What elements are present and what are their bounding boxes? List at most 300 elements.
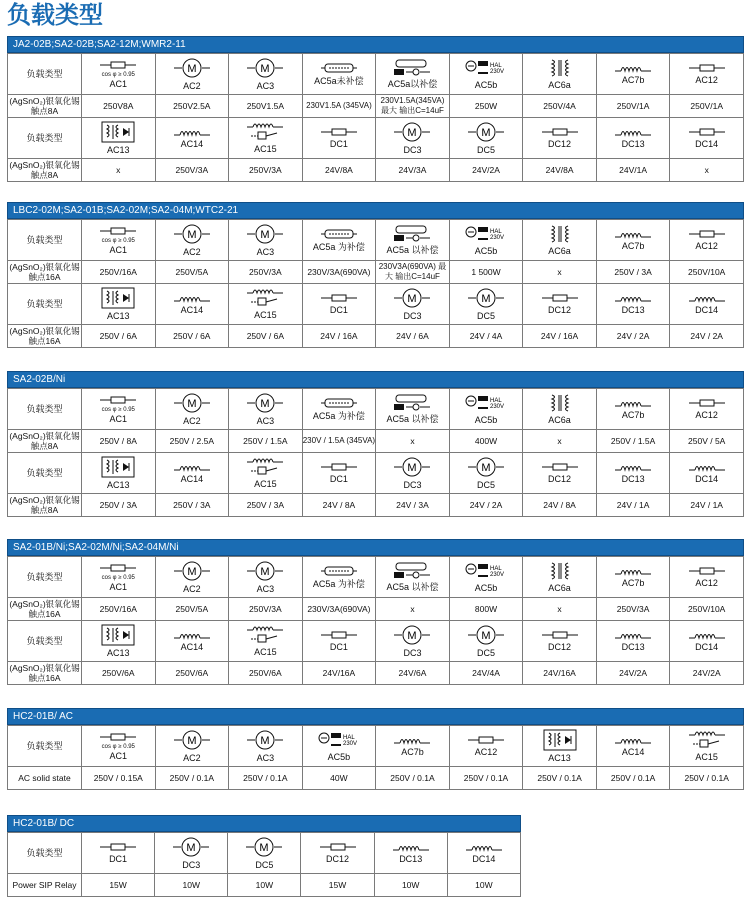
rating-cell: 400W bbox=[449, 430, 523, 453]
motor-icon bbox=[156, 392, 229, 416]
load-type-label: DC5 bbox=[255, 860, 274, 870]
section-header: HC2-01B/ DC bbox=[7, 815, 521, 832]
row-label: 负载类型 bbox=[8, 284, 82, 325]
load-type-cell bbox=[82, 389, 156, 430]
row-label: (AgSnO₂)银氧化锡触点16A bbox=[9, 663, 80, 683]
motor-icon bbox=[376, 121, 449, 145]
motor-icon bbox=[376, 287, 449, 311]
rating-cell: x bbox=[376, 598, 450, 621]
rating-cell: 250V/5A bbox=[155, 598, 229, 621]
rating-cell: 24V / 2A bbox=[449, 494, 523, 517]
load-type-label: DC12 bbox=[548, 139, 572, 149]
motor-icon bbox=[376, 624, 449, 648]
resistive-icon bbox=[301, 842, 373, 854]
svg-text:230V: 230V bbox=[490, 69, 505, 75]
row-label: 负载类型 bbox=[8, 557, 82, 598]
row-label: 负载类型 bbox=[8, 726, 82, 767]
row-label: 负载类型 bbox=[8, 453, 82, 494]
load-type-cell bbox=[376, 220, 450, 261]
load-type-cell bbox=[229, 453, 303, 494]
resistive-icon bbox=[523, 293, 596, 305]
coil-icon bbox=[597, 462, 670, 474]
svg-text:M: M bbox=[481, 630, 491, 642]
load-type-cell bbox=[596, 220, 670, 261]
load-type-label: AC2 bbox=[183, 81, 201, 91]
rating-cell: 250V / 0.1A bbox=[596, 767, 670, 790]
svg-text:M: M bbox=[407, 127, 418, 139]
resistive-icon bbox=[303, 127, 376, 139]
load-type-label: AC13 bbox=[107, 480, 130, 490]
rating-cell: 230V/3A(690VA) bbox=[302, 261, 376, 284]
rating-row bbox=[8, 261, 744, 284]
coil-icon bbox=[670, 462, 743, 474]
load-type-cell bbox=[302, 621, 376, 662]
lamp-tube-icon bbox=[303, 62, 376, 76]
load-type-label: AC15 bbox=[254, 310, 277, 320]
rating-cell: 24V / 1A bbox=[670, 494, 744, 517]
coil-icon bbox=[597, 127, 670, 139]
rating-cell: 250V/3A bbox=[229, 261, 303, 284]
coil-icon bbox=[375, 842, 447, 854]
load-type-label: DC5 bbox=[477, 145, 496, 155]
load-type-label: DC3 bbox=[403, 648, 422, 658]
load-type-cell bbox=[376, 621, 450, 662]
row-label: AC solid state bbox=[8, 767, 82, 790]
load-type-label: DC12 bbox=[548, 305, 572, 315]
coil-icon bbox=[597, 293, 670, 305]
rating-cell: 250V2.5A bbox=[155, 95, 229, 118]
svg-text:HAL: HAL bbox=[490, 398, 502, 404]
load-type-label: DC12 bbox=[548, 642, 572, 652]
rating-cell: 250V/3A bbox=[155, 159, 229, 182]
lamp-tube-icon bbox=[303, 397, 376, 411]
load-type-label: DC14 bbox=[695, 139, 719, 149]
halogen-icon bbox=[303, 730, 376, 752]
load-type-cell bbox=[670, 726, 744, 767]
motor-icon bbox=[229, 392, 302, 416]
rating-cell: x bbox=[523, 261, 597, 284]
load-type-cell bbox=[523, 621, 597, 662]
load-type-label: AC1 bbox=[109, 581, 128, 592]
load-type-cell bbox=[82, 557, 156, 598]
section-hc2-ac bbox=[7, 708, 744, 790]
coil-icon bbox=[156, 630, 229, 642]
load-type-cell bbox=[229, 726, 303, 767]
section-header: HC2-01B/ AC bbox=[7, 708, 744, 725]
load-type-cell bbox=[155, 220, 229, 261]
coil-icon bbox=[597, 229, 670, 241]
load-type-label: DC1 bbox=[329, 474, 348, 484]
load-type-label: AC3 bbox=[256, 81, 275, 91]
load-type-label: AC5a 以补偿 bbox=[386, 582, 439, 592]
load-type-label: AC7b bbox=[621, 241, 645, 251]
lamp-comp-icon bbox=[376, 394, 449, 414]
svg-text:M: M bbox=[481, 293, 491, 305]
motor-icon bbox=[156, 57, 229, 81]
rating-cell: 24V / 4A bbox=[449, 325, 523, 348]
load-type-label: DC12 bbox=[548, 474, 572, 484]
rating-cell: 250V / 3A bbox=[155, 494, 229, 517]
row-label: (AgSnO₂)银氧化锡触点8A bbox=[9, 96, 80, 116]
motor-icon bbox=[156, 729, 229, 753]
svg-text:HAL: HAL bbox=[490, 229, 502, 235]
rating-cell: 230V1.5A (345VA) bbox=[302, 95, 376, 118]
load-type-label: AC14 bbox=[180, 642, 204, 652]
rating-cell: 800W bbox=[449, 598, 523, 621]
cos-phi-note: cos φ ≥ 0.95 bbox=[101, 237, 135, 244]
section-header: SA2-02B/Ni bbox=[7, 371, 744, 388]
load-type-label: AC6a bbox=[548, 583, 571, 593]
load-table bbox=[7, 832, 521, 897]
load-type-cell bbox=[596, 118, 670, 159]
rating-cell: 250V / 5A bbox=[670, 430, 744, 453]
load-type-label: AC5a 以补偿 bbox=[386, 245, 439, 255]
coil-icon bbox=[670, 630, 743, 642]
load-type-label: AC13 bbox=[107, 311, 130, 321]
row-label: 负载类型 bbox=[8, 118, 82, 159]
svg-text:HAL: HAL bbox=[490, 63, 502, 69]
svg-text:HAL: HAL bbox=[342, 735, 355, 741]
resistive-icon bbox=[450, 735, 523, 747]
load-type-cell bbox=[523, 220, 597, 261]
load-type-label: DC13 bbox=[621, 139, 645, 149]
load-type-cell bbox=[449, 389, 523, 430]
load-type-cell bbox=[82, 726, 156, 767]
rating-cell: 24V/8A bbox=[302, 159, 376, 182]
load-type-cell bbox=[82, 621, 156, 662]
load-type-cell bbox=[229, 389, 303, 430]
load-type-row bbox=[8, 220, 744, 261]
load-type-cell bbox=[155, 118, 229, 159]
svg-text:M: M bbox=[407, 462, 418, 474]
load-type-cell bbox=[82, 833, 155, 874]
rating-cell: 250V / 0.1A bbox=[670, 767, 744, 790]
load-type-cell bbox=[449, 726, 523, 767]
load-type-label: AC1 bbox=[109, 413, 128, 424]
svg-text:230V: 230V bbox=[490, 572, 505, 578]
load-type-cell bbox=[523, 118, 597, 159]
rating-cell: 230V/3A(690VA) bbox=[302, 598, 376, 621]
load-type-cell bbox=[302, 557, 376, 598]
load-type-cell bbox=[155, 284, 229, 325]
load-type-label: AC12 bbox=[695, 410, 718, 420]
resistive-icon bbox=[670, 63, 743, 75]
svg-text:M: M bbox=[260, 566, 270, 578]
rating-cell: 24V / 1A bbox=[596, 494, 670, 517]
motor-icon bbox=[229, 223, 302, 247]
load-type-label: AC3 bbox=[256, 584, 275, 594]
rating-cell: 250V / 3A bbox=[596, 261, 670, 284]
load-type-cell bbox=[670, 284, 744, 325]
load-type-cell bbox=[302, 54, 376, 95]
load-type-cell bbox=[596, 621, 670, 662]
motor-icon bbox=[156, 223, 229, 247]
row-label: (AgSnO₂)银氧化锡触点8A bbox=[9, 495, 80, 515]
halogen-icon bbox=[450, 561, 523, 583]
load-type-cell bbox=[376, 389, 450, 430]
rating-cell: 250V / 0.1A bbox=[155, 767, 229, 790]
svg-text:M: M bbox=[481, 462, 491, 474]
load-type-label: DC5 bbox=[477, 480, 496, 490]
lamp-comp-icon bbox=[376, 225, 449, 245]
load-type-cell bbox=[670, 389, 744, 430]
load-type-label: DC3 bbox=[403, 311, 422, 321]
load-type-label: AC1 bbox=[109, 78, 128, 89]
motor-icon bbox=[229, 57, 302, 81]
load-type-row bbox=[8, 833, 521, 874]
load-type-cell bbox=[302, 220, 376, 261]
rating-cell: 250V/6A bbox=[155, 662, 229, 685]
row-label: (AgSnO₂)银氧化锡触点16A bbox=[9, 262, 80, 282]
load-type-label: AC3 bbox=[256, 753, 275, 763]
load-type-label: AC12 bbox=[695, 578, 718, 588]
motor-icon bbox=[376, 456, 449, 480]
coil-icon bbox=[597, 566, 670, 578]
rating-cell: 230V3A(690VA) 最大 输出C=14uF bbox=[376, 261, 450, 284]
row-label: 负载类型 bbox=[8, 389, 82, 430]
load-type-label: AC3 bbox=[256, 416, 275, 426]
rating-cell: 24V / 8A bbox=[523, 494, 597, 517]
load-type-label: DC3 bbox=[403, 145, 422, 155]
resistive-icon bbox=[82, 842, 154, 854]
load-type-cell bbox=[596, 284, 670, 325]
load-type-label: AC5b bbox=[327, 752, 351, 762]
rating-cell: x bbox=[523, 430, 597, 453]
load-type-cell bbox=[82, 118, 156, 159]
rating-cell: 250V / 1.5A bbox=[229, 430, 303, 453]
svg-text:230V: 230V bbox=[342, 741, 357, 747]
rating-cell: 15W bbox=[301, 874, 374, 897]
rating-cell: 24V / 2A bbox=[596, 325, 670, 348]
row-label: (AgSnO₂)银氧化锡触点16A bbox=[9, 599, 80, 619]
load-type-cell bbox=[376, 557, 450, 598]
svg-text:M: M bbox=[481, 127, 491, 139]
resistive-icon bbox=[523, 630, 596, 642]
motor-icon bbox=[156, 560, 229, 584]
cos-phi-note: cos φ ≥ 0.95 bbox=[101, 574, 135, 581]
row-label: 负载类型 bbox=[8, 833, 82, 874]
load-type-cell bbox=[523, 726, 597, 767]
rating-cell: 40W bbox=[302, 767, 376, 790]
rating-cell: 250V / 6A bbox=[229, 325, 303, 348]
rating-cell: 10W bbox=[155, 874, 228, 897]
load-table bbox=[7, 725, 744, 790]
svg-text:M: M bbox=[259, 842, 269, 854]
load-type-label: AC15 bbox=[695, 752, 718, 762]
load-type-cell bbox=[376, 54, 450, 95]
resistive-icon bbox=[670, 229, 743, 241]
load-table bbox=[7, 53, 744, 182]
load-type-label: AC14 bbox=[180, 305, 204, 315]
load-type-cell bbox=[229, 621, 303, 662]
load-type-cell bbox=[155, 621, 229, 662]
rating-cell: 24V/3A bbox=[376, 159, 450, 182]
load-type-cell bbox=[523, 557, 597, 598]
svg-text:M: M bbox=[187, 735, 197, 747]
coil-icon bbox=[597, 735, 670, 747]
rating-row bbox=[8, 598, 744, 621]
row-label: (AgSnO₂)银氧化锡触点8A bbox=[9, 431, 80, 451]
row-label: 负载类型 bbox=[8, 54, 82, 95]
resistive-icon bbox=[82, 395, 155, 407]
load-type-label: AC13 bbox=[548, 753, 571, 763]
load-type-label: AC15 bbox=[254, 144, 277, 154]
rating-cell: 250V8A bbox=[82, 95, 156, 118]
load-type-cell bbox=[596, 726, 670, 767]
load-type-cell bbox=[670, 453, 744, 494]
load-type-row bbox=[8, 284, 744, 325]
rating-cell: 250V/5A bbox=[155, 261, 229, 284]
load-type-label: AC7b bbox=[621, 75, 645, 85]
transformer-icon bbox=[523, 561, 596, 583]
rating-row bbox=[8, 662, 744, 685]
load-type-row bbox=[8, 389, 744, 430]
load-type-label: AC5a 为补偿 bbox=[312, 411, 365, 421]
coil-icon bbox=[670, 293, 743, 305]
row-label: 负载类型 bbox=[8, 220, 82, 261]
load-type-cell bbox=[301, 833, 374, 874]
rating-cell: 250V/6A bbox=[82, 662, 156, 685]
load-table bbox=[7, 219, 744, 348]
rectifier-icon bbox=[82, 121, 155, 145]
rating-cell: 250V / 0.15A bbox=[82, 767, 156, 790]
section-hc2-dc bbox=[7, 815, 521, 897]
rating-cell: 24V / 6A bbox=[376, 325, 450, 348]
halogen-icon bbox=[450, 58, 523, 80]
rating-cell: 24V/1A bbox=[596, 159, 670, 182]
rating-cell: 1 500W bbox=[449, 261, 523, 284]
rating-cell: 10W bbox=[447, 874, 520, 897]
load-type-row bbox=[8, 453, 744, 494]
load-type-label: DC14 bbox=[472, 854, 496, 864]
rectifier-icon bbox=[523, 729, 596, 753]
load-type-label: DC14 bbox=[695, 642, 719, 652]
rating-cell: 250V/16A bbox=[82, 598, 156, 621]
load-type-label: AC6a bbox=[548, 246, 571, 256]
load-type-label: DC13 bbox=[621, 474, 645, 484]
rectifier-icon bbox=[82, 287, 155, 311]
resistive-icon bbox=[82, 226, 155, 238]
rating-cell: 230V1.5A(345VA) 最大 输出C=14uF bbox=[376, 95, 450, 118]
halogen-icon bbox=[450, 393, 523, 415]
load-type-cell bbox=[302, 118, 376, 159]
rating-cell: 24V/2A bbox=[449, 159, 523, 182]
coil-contact-icon bbox=[229, 122, 302, 144]
rating-cell: 250V / 0.1A bbox=[376, 767, 450, 790]
load-type-label: AC6a bbox=[548, 80, 571, 90]
load-type-label: DC12 bbox=[326, 854, 350, 864]
load-type-label: AC12 bbox=[695, 75, 718, 85]
load-type-label: AC14 bbox=[180, 474, 204, 484]
rating-cell: 24V / 16A bbox=[302, 325, 376, 348]
load-type-cell bbox=[523, 54, 597, 95]
load-type-label: AC12 bbox=[695, 241, 718, 251]
coil-icon bbox=[597, 63, 670, 75]
load-type-cell bbox=[229, 284, 303, 325]
rating-cell: 10W bbox=[228, 874, 301, 897]
svg-text:230V: 230V bbox=[490, 235, 505, 241]
coil-contact-icon bbox=[229, 288, 302, 310]
svg-text:M: M bbox=[260, 229, 270, 241]
svg-text:230V: 230V bbox=[490, 404, 505, 410]
load-type-cell bbox=[155, 389, 229, 430]
rating-cell: 250V/3A bbox=[229, 598, 303, 621]
rating-cell: x bbox=[670, 159, 744, 182]
resistive-icon bbox=[82, 732, 155, 744]
rating-cell: 250V / 0.1A bbox=[449, 767, 523, 790]
rating-cell: 250V/16A bbox=[82, 261, 156, 284]
rating-row bbox=[8, 325, 744, 348]
row-label: 负载类型 bbox=[8, 621, 82, 662]
section-header: JA2-02B;SA2-02B;SA2-12M;WMR2-11 bbox=[7, 36, 744, 53]
row-label: Power SIP Relay bbox=[8, 874, 82, 897]
resistive-icon bbox=[523, 462, 596, 474]
rating-cell: x bbox=[82, 159, 156, 182]
load-type-cell bbox=[155, 833, 228, 874]
load-type-cell bbox=[670, 621, 744, 662]
svg-text:M: M bbox=[187, 566, 197, 578]
load-type-cell bbox=[229, 118, 303, 159]
load-type-cell bbox=[449, 453, 523, 494]
load-type-cell bbox=[523, 453, 597, 494]
load-type-label: AC13 bbox=[107, 648, 130, 658]
load-type-cell bbox=[376, 453, 450, 494]
load-table bbox=[7, 556, 744, 685]
rating-cell: x bbox=[376, 430, 450, 453]
load-type-label: AC7b bbox=[621, 410, 645, 420]
svg-text:HAL: HAL bbox=[490, 566, 502, 572]
load-type-label: AC2 bbox=[183, 753, 201, 763]
load-type-label: AC2 bbox=[183, 584, 201, 594]
load-type-cell bbox=[155, 453, 229, 494]
load-type-cell bbox=[302, 389, 376, 430]
svg-text:M: M bbox=[187, 229, 197, 241]
rating-row bbox=[8, 95, 744, 118]
load-type-cell bbox=[447, 833, 520, 874]
rating-cell: 250V / 2.5A bbox=[155, 430, 229, 453]
load-type-cell bbox=[523, 389, 597, 430]
load-type-cell bbox=[449, 557, 523, 598]
rating-cell: 250V/4A bbox=[523, 95, 597, 118]
cos-phi-note: cos φ ≥ 0.95 bbox=[101, 743, 135, 750]
load-type-cell bbox=[302, 284, 376, 325]
resistive-icon bbox=[303, 630, 376, 642]
svg-text:M: M bbox=[260, 735, 270, 747]
load-type-cell bbox=[376, 284, 450, 325]
load-type-cell bbox=[228, 833, 301, 874]
transformer-icon bbox=[523, 58, 596, 80]
load-type-label: AC5a 为补偿 bbox=[312, 242, 365, 252]
svg-text:M: M bbox=[187, 398, 197, 410]
load-type-cell bbox=[376, 118, 450, 159]
load-type-row bbox=[8, 118, 744, 159]
load-type-cell bbox=[449, 54, 523, 95]
load-type-cell bbox=[229, 557, 303, 598]
load-type-cell bbox=[449, 220, 523, 261]
resistive-icon bbox=[523, 127, 596, 139]
rating-row bbox=[8, 874, 521, 897]
load-type-label: AC13 bbox=[107, 145, 130, 155]
load-type-label: DC5 bbox=[477, 648, 496, 658]
motor-icon bbox=[229, 560, 302, 584]
load-type-row bbox=[8, 726, 744, 767]
load-type-cell bbox=[449, 284, 523, 325]
load-type-label: AC14 bbox=[180, 139, 204, 149]
load-type-cell bbox=[155, 54, 229, 95]
rating-cell: 24V/16A bbox=[523, 662, 597, 685]
load-type-cell bbox=[155, 557, 229, 598]
motor-icon bbox=[450, 121, 523, 145]
